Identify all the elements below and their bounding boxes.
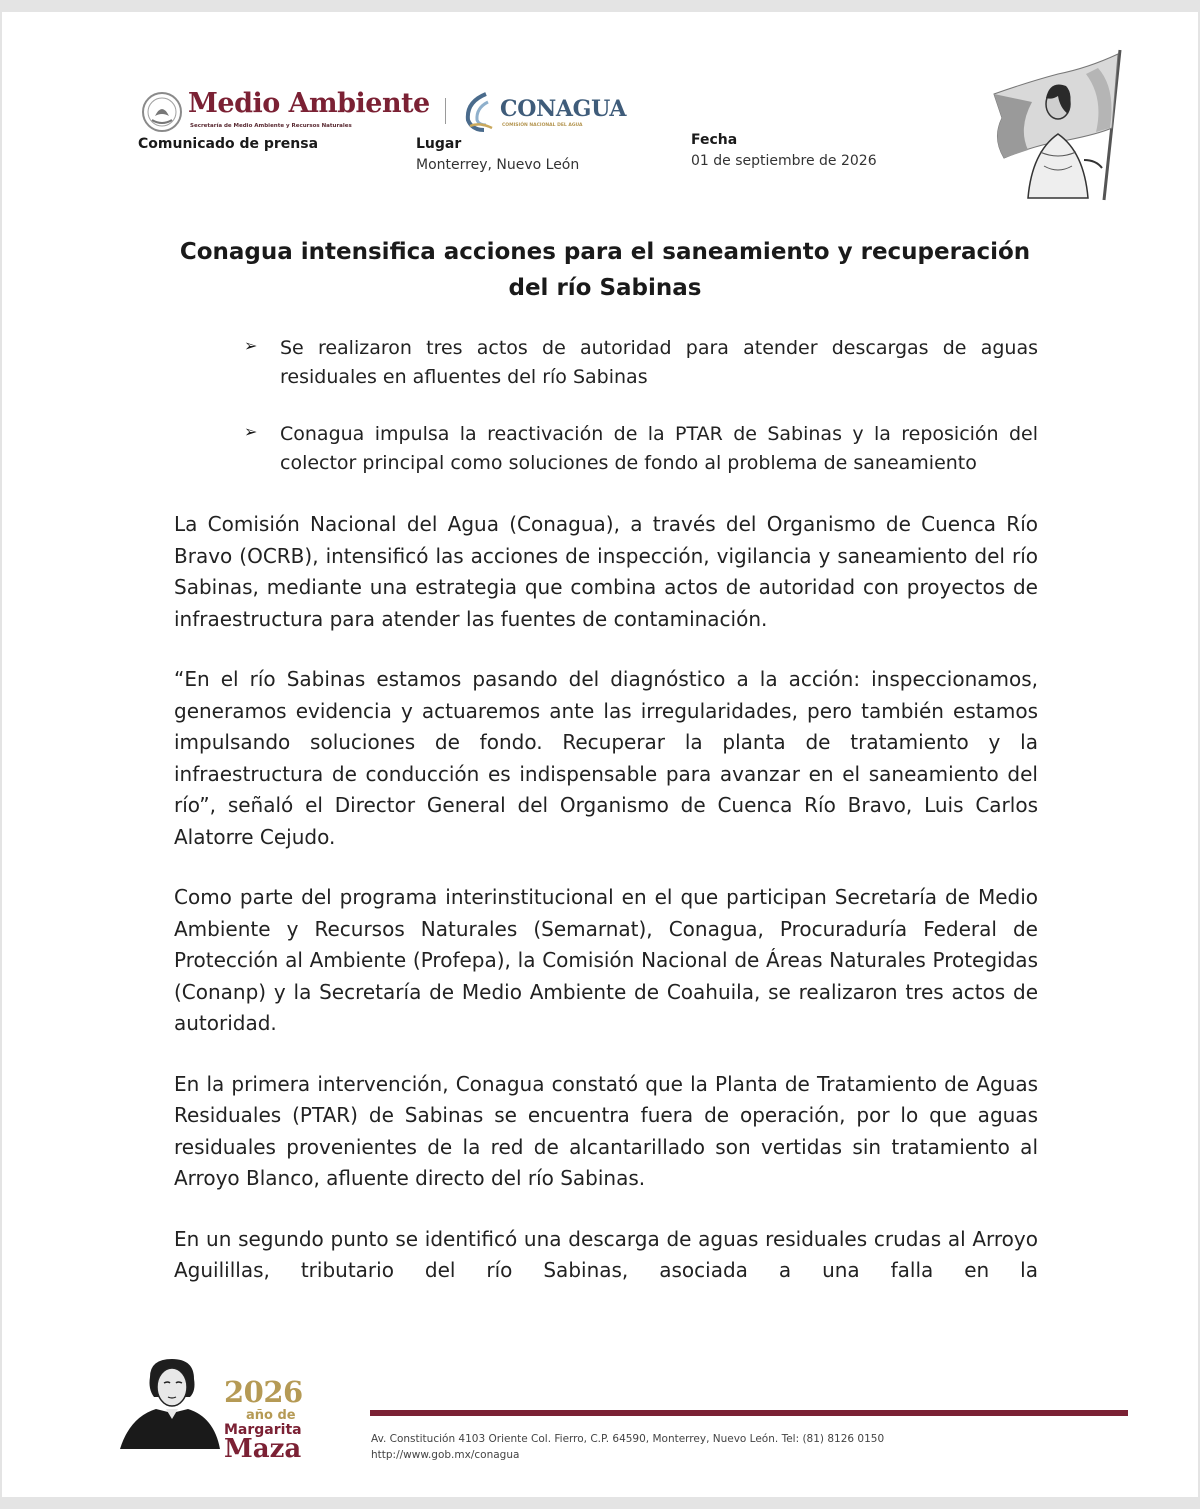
year-logo-line1: año de <box>246 1408 296 1423</box>
date-value: 01 de septiembre de 2026 <box>691 153 877 169</box>
mexico-emblem-icon <box>140 90 184 134</box>
paragraph: “En el río Sabinas estamos pasando del diagnóstico a la acción: inspeccionamos, generamos evidencia y actuaremos ante las irregularidades, pero también estamos impulsando soluciones de fondo. Recuperar la planta de tratamiento y la infraestructura de conducción es indispensable para avanzar en el saneamiento del río”, señaló el Director General del Organismo de Cuenca Río Bravo, Luis Carlos Alatorre Cejudo. <box>174 667 1038 849</box>
conagua-logo-icon <box>462 92 496 132</box>
margarita-maza-portrait <box>120 1357 220 1449</box>
semarnat-logo-text: Medio Ambiente <box>188 88 430 119</box>
footer-url-link[interactable]: http://www.gob.mx/conagua <box>371 1449 520 1461</box>
conagua-logo-subtitle: COMISIÓN NACIONAL DEL AGUA <box>502 123 583 128</box>
conagua-logo-text: CONAGUA <box>500 96 627 122</box>
list-item <box>240 334 1038 392</box>
date-label: Fecha <box>691 132 738 148</box>
bullet-arrow-icon: ➢ <box>244 336 258 355</box>
doc-type-label: Comunicado de prensa <box>138 136 319 152</box>
year-logo-number: 2026 <box>224 1375 303 1409</box>
body-text <box>174 509 1038 1316</box>
press-release-page <box>2 12 1198 1497</box>
paragraph: En un segundo punto se identificó una descarga de aguas residuales crudas al Arroyo Aguilillas, tributario del río Sabinas, asociada a una falla en la <box>174 1226 1038 1282</box>
press-release-title: Conagua intensifica acciones para el saneamiento y recuperación del río Sabinas <box>179 239 1031 301</box>
place-label: Lugar <box>416 136 462 152</box>
conagua-logo <box>462 92 642 136</box>
bullet-text: Conagua impulsa la reactivación de la PTAR de Sabinas y la reposición del colector principal como soluciones de fondo al problema de saneamiento <box>280 423 1038 474</box>
footer-divider-bar <box>370 1410 1128 1416</box>
paragraph: En la primera intervención, Conagua constató que la Planta de Tratamiento de Aguas Residuales (PTAR) de Sabinas se encuentra fuera de operación, por lo que aguas residuales provenientes de la red de alcantarillado son vertidas sin tratamiento al Arroyo Blanco, afluente directo del río Sabinas. <box>174 1071 1038 1190</box>
place-value: Monterrey, Nuevo León <box>416 157 580 173</box>
semarnat-logo-subtitle: Secretaría de Medio Ambiente y Recursos Naturales <box>190 123 352 129</box>
paragraph: La Comisión Nacional del Agua (Conagua), a través del Organismo de Cuenca Río Bravo (OCRB), intensificó las acciones de inspección, vigilancia y saneamiento del río Sabinas, mediante una estrategia que combina actos de autoridad con proyectos de infraestructura para atender las fuentes de contaminación. <box>174 512 1038 631</box>
bullet-arrow-icon: ➢ <box>244 422 258 441</box>
year-logo-line2: Margarita <box>224 1422 302 1438</box>
year-logo-line3: Maza <box>224 1434 302 1464</box>
semarnat-logo <box>140 90 440 134</box>
bullet-text: Se realizaron tres actos de autoridad para atender descargas de aguas residuales en afluentes del río Sabinas <box>280 337 1038 388</box>
heroine-flag-illustration <box>988 48 1130 202</box>
highlights-list <box>240 334 1038 506</box>
paragraph: Como parte del programa interinstitucional en el que participan Secretaría de Medio Ambiente y Recursos Naturales (Semarnat), Conagua, Procuraduría Federal de Protección al Ambiente (Profepa), la Comisión Nacional de Áreas Naturales Protegidas (Conanp) y la Secretaría de Medio Ambiente de Coahuila, se realizaron tres actos de autoridad. <box>174 885 1038 1035</box>
logo-divider <box>445 98 446 124</box>
footer-address: Av. Constitución 4103 Oriente Col. Fierro, C.P. 64590, Monterrey, Nuevo León. Tel: (81) 8126 0150 <box>371 1433 885 1445</box>
list-item <box>240 420 1038 478</box>
